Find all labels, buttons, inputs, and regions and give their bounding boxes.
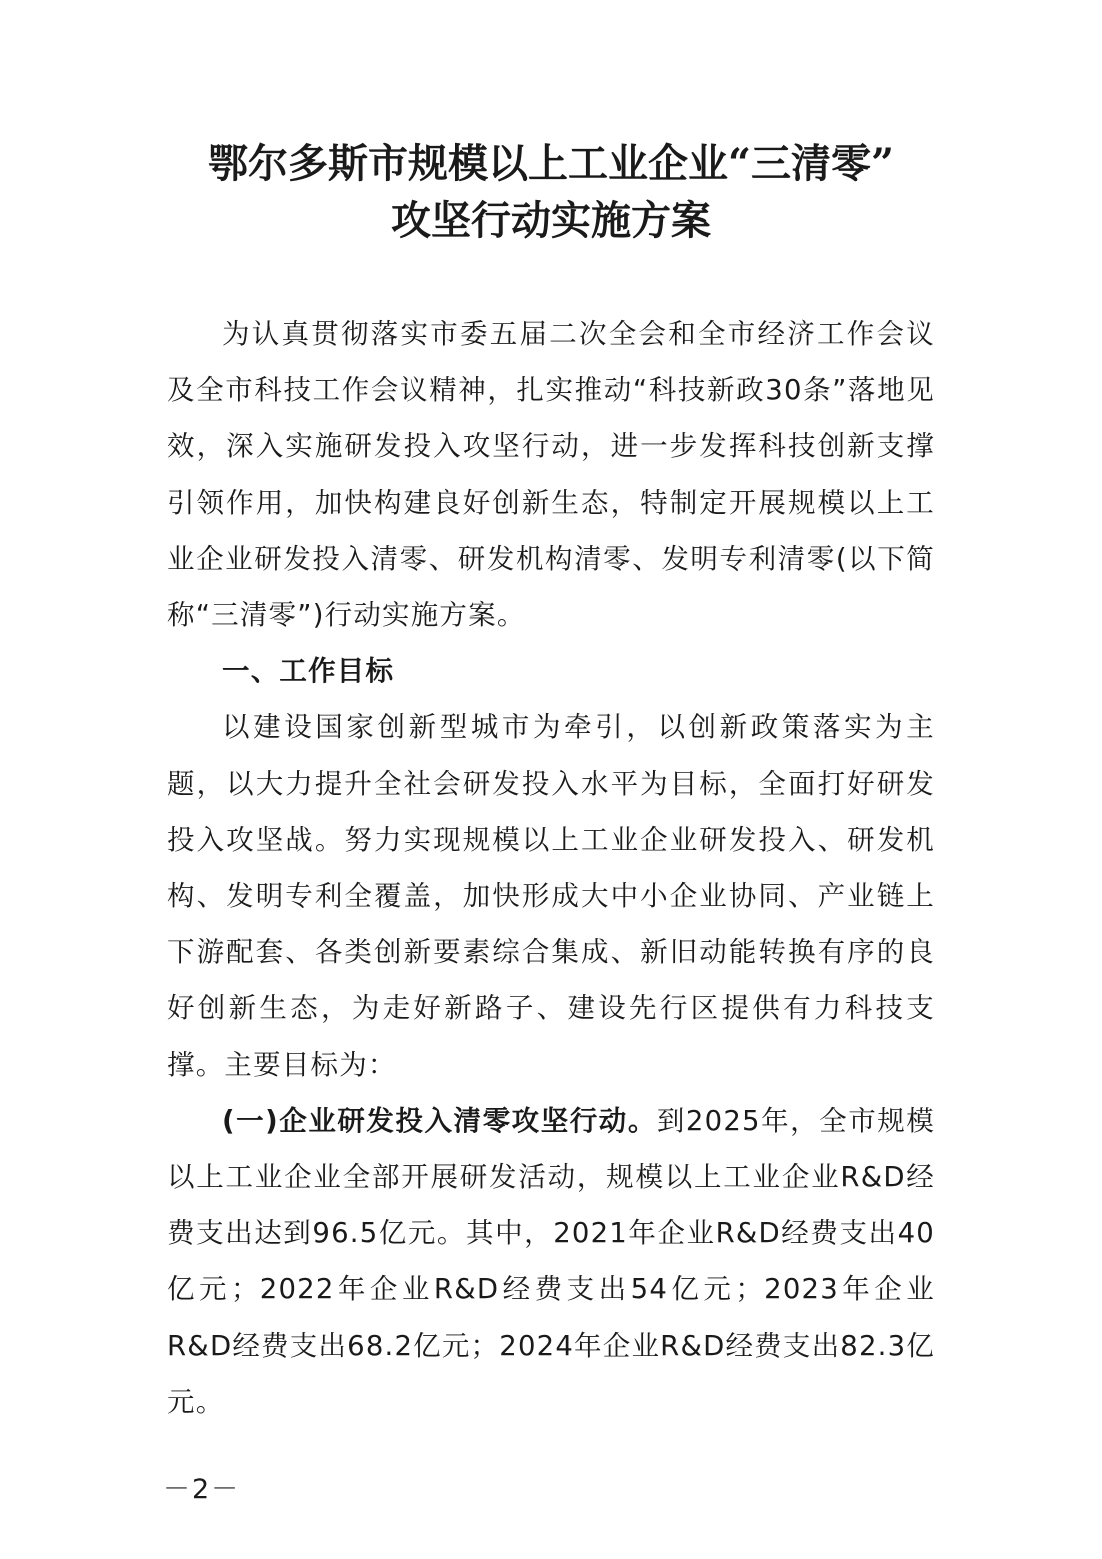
document-title-line-2: 攻坚行动实施方案	[391, 197, 711, 244]
item-1-text: 到2025年，全市规模以上工业企业全部开展研发活动，规模以上工业企业R&D经费支出达到96.5亿元。其中，2021年企业R&D经费支出40亿元；2022年企业R&D经费支出54亿元；2023年企业R&D经费支出68.2亿元；2024年企业R&D经费支出82.3亿元。	[167, 1104, 936, 1418]
page-number: －2－	[163, 1474, 241, 1505]
document-body	[167, 306, 935, 1430]
item-1-paragraph	[167, 1093, 935, 1430]
document-title-line-1: 鄂尔多斯市规模以上工业企业“三清零”	[207, 140, 894, 187]
goal-paragraph: 以建设国家创新型城市为牵引，以创新政策落实为主题，以大力提升全社会研发投入水平为目标，全面打好研发投入攻坚战。努力实现规模以上工业企业研发投入、研发机构、发明专利全覆盖，加快形成大中小企业协同、产业链上下游配套、各类创新要素综合集成、新旧动能转换有序的良好创新生态，为走好新路子、建设先行区提供有力科技支撑。主要目标为：	[167, 711, 935, 1081]
item-1-heading: (一)企业研发投入清零攻坚行动。	[222, 1104, 657, 1137]
intro-paragraph: 为认真贯彻落实市委五届二次全会和全市经济工作会议及全市科技工作会议精神，扎实推动“科技新政30条”落地见效，深入实施研发投入攻坚行动，进一步发挥科技创新支撑引领作用，加快构建良好创新生态，特制定开展规模以上工业企业研发投入清零、研发机构清零、发明专利清零(以下简称“三清零”)行动实施方案。	[167, 318, 935, 632]
section-heading-work-goals: 一、工作目标	[222, 655, 395, 688]
